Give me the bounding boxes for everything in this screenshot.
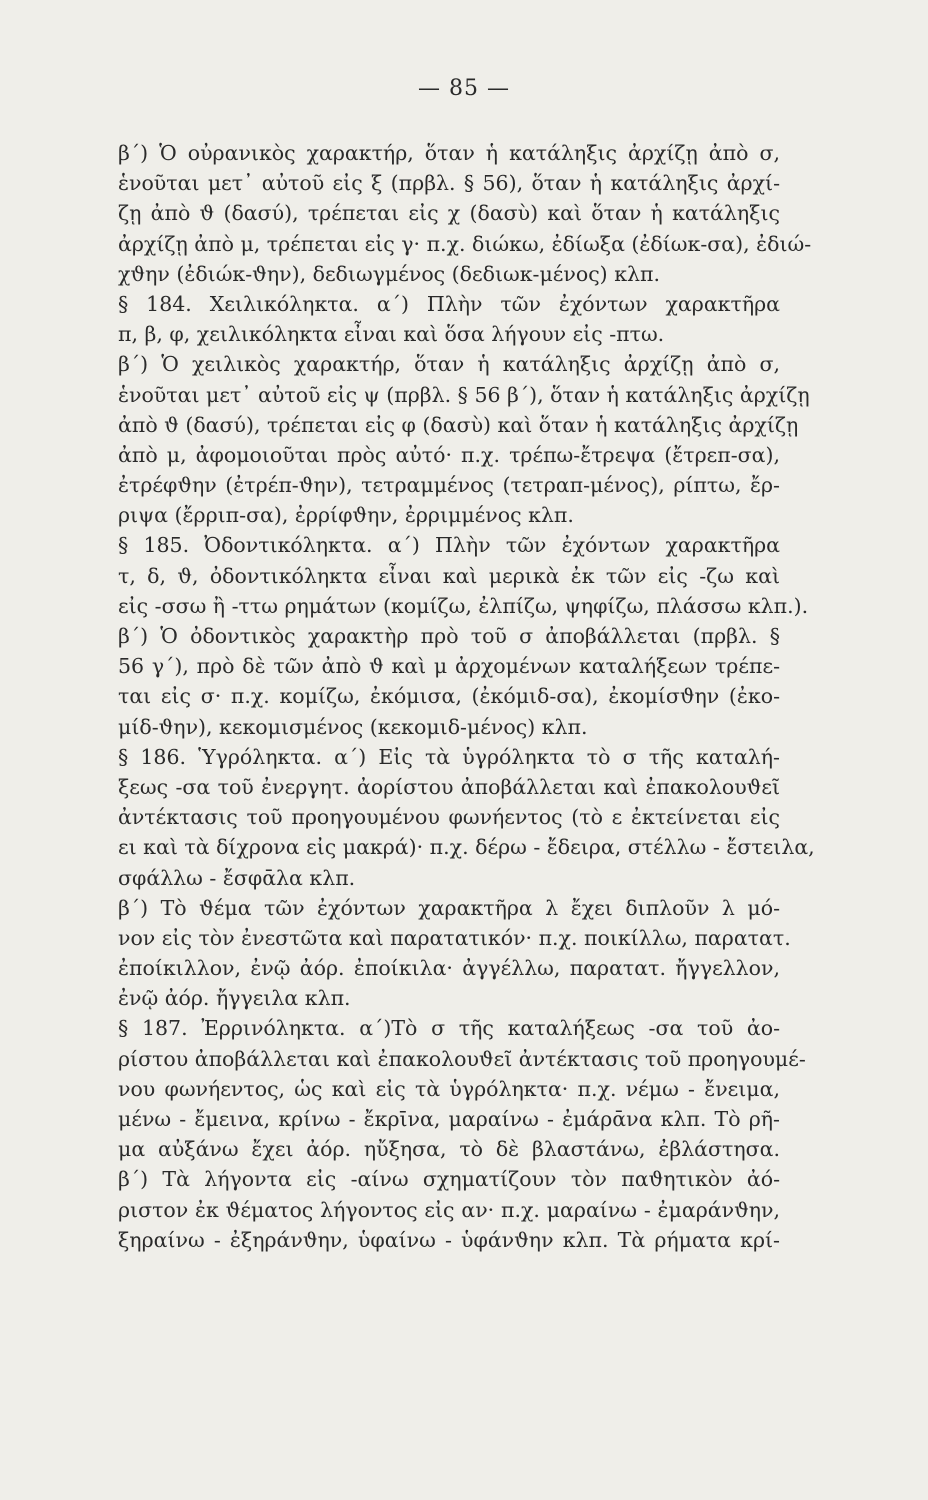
text-line: νον εἰς τὸν ἐνεστῶτα καὶ παρατατικόν· π.χ. ποικίλλω, παρατατ. (118, 925, 791, 950)
text-line: § 185. Ὀδοντικόληκτα. α΄) Πλὴν τῶν ἐχόντων χαρακτῆρα (118, 533, 780, 558)
text-line: ρίστου ἀποβάλλεται καὶ ἐπακολουϑεῖ ἀντέκτασις τοῦ προηγουμέ- (118, 1046, 806, 1071)
text-line: π, β, φ, χειλικόληκτα εἶναι καὶ ὅσα λήγουν εἰς -πτω. (118, 322, 665, 347)
text-line: σφάλλω - ἔσφᾱλα κλπ. (118, 865, 356, 890)
text-line: ριψα (ἔρριπ-σα), ἐρρίφϑην, ἐρριμμένος κλπ. (118, 503, 574, 528)
text-line: τ, δ, ϑ, ὀδοντικόληκτα εἶναι καὶ μερικὰ ἐκ τῶν εἰς -ζω καὶ (118, 563, 780, 588)
text-line: ἀπὸ ϑ (δασύ), τρέπεται εἰς φ (δασὺ) καὶ ὅταν ἡ κατάληξις ἀρχίζῃ (118, 412, 799, 437)
text-line: ἀρχίζῃ ἀπὸ μ, τρέπεται εἰς γ· π.χ. διώκω, ἐδίωξα (ἐδίωκ-σα), ἐδιώ- (118, 231, 812, 256)
text-line: ξηραίνω - ἐξηράνϑην, ὑφαίνω - ὑφάνϑην κλπ. Τὰ ρήματα κρί- (118, 1227, 780, 1252)
text-line: β΄) Τὸ ϑέμα τῶν ἐχόντων χαρακτῆρα λ ἔχει διπλοῦν λ μό- (118, 895, 780, 920)
text-line: β΄) Τὰ λήγοντα εἰς -αίνω σχηματίζουν τὸν παϑητικὸν ἀό- (118, 1167, 780, 1192)
text-line: β΄) Ὁ οὐρανικὸς χαρακτήρ, ὅταν ἡ κατάληξις ἀρχίζῃ ἀπὸ σ, (118, 141, 780, 165)
text-line: εἰς -σσω ἢ -ττω ρημάτων (κομίζω, ἐλπίζω, ψηφίζω, πλάσσω κλπ.). (118, 593, 809, 618)
text-line: § 186. Ὑγρόληκτα. α΄) Εἰς τὰ ὑγρόληκτα τὸ σ τῆς καταλή- (118, 744, 780, 769)
text-line: μα αὐξάνω ἔχει ἀόρ. ηὔξησα, τὸ δὲ βλαστάνω, ἐβλάστησα. (118, 1137, 780, 1162)
text-line: § 184. Χειλικόληκτα. α΄) Πλὴν τῶν ἐχόντων χαρακτῆρα (118, 291, 780, 316)
text-line: ἑνοῦται μετ᾽ αὐτοῦ εἰς ξ (πρβλ. § 56), ὅταν ἡ κατάληξις ἀρχί- (118, 171, 780, 196)
text-line: ζῃ ἀπὸ ϑ (δασύ), τρέπεται εἰς χ (δασὺ) καὶ ὅταν ἡ κατάληξις (118, 201, 780, 226)
text-line: ει καὶ τὰ δίχρονα εἰς μακρά)· π.χ. δέρω - ἔδειρα, στέλλω - ἔστειλα, (118, 835, 815, 860)
text-line: ἐνῷ ἀόρ. ἤγγειλα κλπ. (118, 986, 351, 1011)
text-line: ἐτρέφϑην (ἐτρέπ-ϑην), τετραμμένος (τετραπ-μένος), ρίπτω, ἔρ- (118, 473, 780, 498)
text-line: ἀπὸ μ, ἀφομοιοῦται πρὸς αὐτό· π.χ. τρέπω-ἔτρεψα (ἔτρεπ-σα), (118, 442, 780, 467)
page-number: — 85 — (418, 76, 510, 101)
text-line: χϑην (ἐδιώκ-ϑην), δεδιωγμένος (δεδιωκ-μένος) κλπ. (118, 261, 660, 286)
text-line: β΄) Ὁ ὀδοντικὸς χαρακτὴρ πρὸ τοῦ σ ἀποβάλλεται (πρβλ. § (118, 624, 780, 648)
text-line: § 187. Ἐρρινόληκτα. α΄)Τὸ σ τῆς καταλήξεως -σα τοῦ ἀο- (118, 1016, 780, 1041)
text-line: β΄) Ὁ χειλικὸς χαρακτήρ, ὅταν ἡ κατάληξις ἀρχίζῃ ἀπὸ σ, (118, 352, 780, 377)
text-line: ριστον ἐκ ϑέματος λήγοντος εἰς αν· π.χ. μαραίνω - ἐμαράνϑην, (118, 1197, 780, 1222)
text-line: ἐποίκιλλον, ἐνῷ ἀόρ. ἐποίκιλα· ἀγγέλλω, παρατατ. ἤγγελλον, (118, 956, 780, 981)
text-line: ἀντέκτασις τοῦ προηγουμένου φωνήεντος (τὸ ε ἐκτείνεται εἰς (118, 805, 780, 830)
text-line: μένω - ἔμεινα, κρίνω - ἔκρῑνα, μαραίνω - ἐμάρᾱνα κλπ. Τὸ ρῆ- (118, 1107, 780, 1131)
text-line: ἑνοῦται μετ᾽ αὐτοῦ εἰς ψ (πρβλ. § 56 β΄), ὅταν ἡ κατάληξις ἀρχίζῃ (118, 382, 810, 407)
text-line: νου φωνήεντος, ὡς καὶ εἰς τὰ ὑγρόληκτα· π.χ. νέμω - ἔνειμα, (118, 1076, 780, 1101)
text-line: μίδ-ϑην), κεκομισμένος (κεκομιδ-μένος) κλπ. (118, 714, 588, 739)
body-text (118, 138, 815, 1255)
text-line: ξεως -σα τοῦ ἐνεργητ. ἀορίστου ἀποβάλλεται καὶ ἐπακολουϑεῖ (118, 774, 780, 799)
text-line: ται εἰς σ· π.χ. κομίζω, ἐκόμισα, (ἐκόμιδ-σα), ἐκομίσϑην (ἐκο- (118, 684, 780, 709)
text-line: 56 γ΄), πρὸ δὲ τῶν ἀπὸ ϑ καὶ μ ἀρχομένων καταλήξεων τρέπε- (118, 654, 780, 679)
